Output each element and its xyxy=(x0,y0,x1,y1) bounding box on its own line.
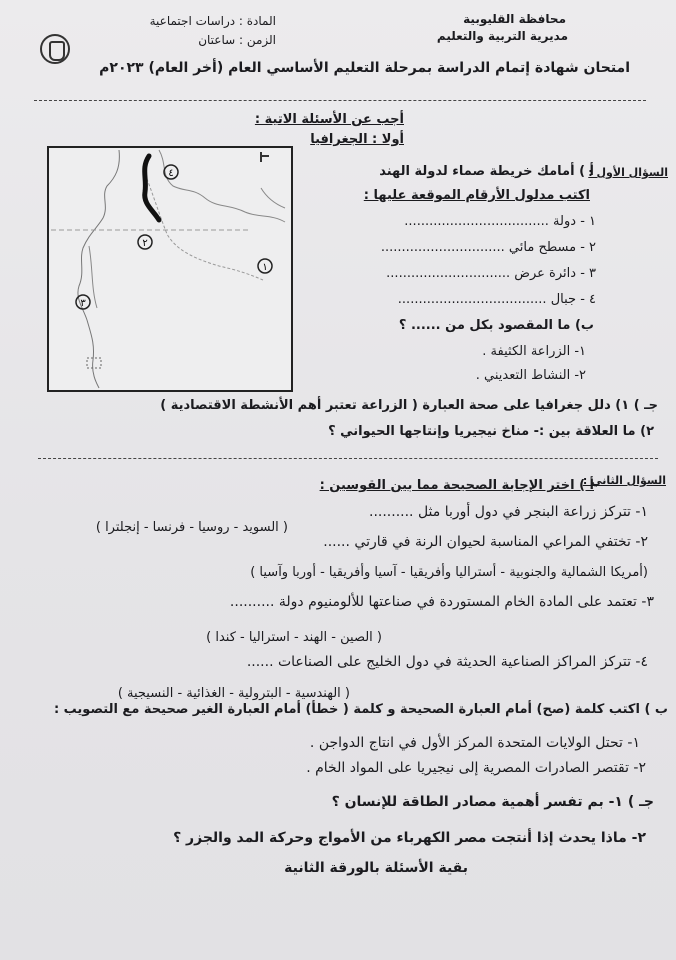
q1-item-3: ٣ - دائرة عرض .............................. xyxy=(386,266,596,281)
q2-item-2-options: (أمريكا الشمالية والجنوبية - أستراليا وأفريقيا - آسيا وأفريقيا - أوربا وآسيا ) xyxy=(250,565,648,580)
map-label-2: ٢ xyxy=(142,238,148,249)
india-blank-map xyxy=(47,146,293,392)
directorate: مديرية التربية والتعليم xyxy=(436,29,568,43)
map-label-3: ٣ xyxy=(80,298,86,309)
map-label-4: ٤ xyxy=(168,168,174,179)
q2-item-3-options: ( الصين - الهند - استراليا - كندا ) xyxy=(206,630,382,645)
header-divider xyxy=(34,100,646,101)
q1-part-c2: ٢) ما العلاقة بين :- مناخ نيجيريا وإنتاجها الحيواني ؟ xyxy=(328,424,654,439)
subject: المادة : دراسات اجتماعية xyxy=(149,14,276,28)
q1-label: السؤال الأول : xyxy=(588,166,668,179)
q1-item-4: ٤ - جبال .................................... xyxy=(397,292,596,307)
q1-item-2: ٢ - مسطح مائي .............................. xyxy=(380,240,596,255)
q2-item-4: ٤- تتركز المراكز الصناعية الحديثة في دول الخليج على الصناعات ...... xyxy=(246,654,648,670)
q2-item-4-options: ( الهندسية - البترولية - الغذائية - النسيجية ) xyxy=(117,686,350,701)
q2-item-1-options: ( السويد - روسيا - فرنسا - إنجلترا ) xyxy=(95,520,288,535)
q1-part-a: أ ) أمامك خريطة صماء لدولة الهند xyxy=(379,164,594,179)
map-outline xyxy=(49,148,291,390)
exam-time: الزمن : ساعتان xyxy=(198,33,276,47)
q1-part-b-item-1: ١- الزراعة الكثيفة . xyxy=(482,344,586,359)
q1-part-b-item-2: ٢- النشاط التعديني . xyxy=(475,368,586,383)
governorate: محافظة القليوبية xyxy=(463,12,566,26)
section-geography: أولا : الجغرافيا xyxy=(310,132,404,147)
q2-part-b-item-2: ٢- تقتصر الصادرات المصرية إلى نيجيريا على المواد الخام . xyxy=(306,760,646,776)
q1-part-a-task: اكتب مدلول الأرقام الموقعة عليها : xyxy=(363,188,590,203)
q2-part-b-item-1: ١- تحتل الولايات المتحدة المركز الأول في انتاج الدواجن . xyxy=(309,735,640,751)
q2-part-b: ب ) اكتب كلمة (صح) أمام العبارة الصحيحة و كلمة ( خطأ) أمام العبارة الغير صحيحة مع التصويب : xyxy=(53,702,668,717)
q2-part-c1: جـ ) ١- بم تفسر أهمية مصادر الطاقة للإنسان ؟ xyxy=(331,794,654,810)
footer-note: بقية الأسئلة بالورقة الثانية xyxy=(284,860,468,876)
exam-title: امتحان شهادة إتمام الدراسة بمرحلة التعليم الأساسي العام (أخر العام) ٢٠٢٣م xyxy=(99,60,630,76)
map-label-1: ١ xyxy=(262,262,268,273)
q2-item-2: ٢- تختفي المراعي المناسبة لحيوان الرنة في قارتي ...... xyxy=(323,534,648,550)
q2-part-c2: ٢- ماذا يحدث إذا أنتجت مصر الكهرباء من الأمواج وحركة المد والجزر ؟ xyxy=(173,830,646,846)
instruction: أجب عن الأسئلة الاتية : xyxy=(254,112,404,127)
q1-item-1: ١ - دولة ................................... xyxy=(404,214,596,229)
q2-item-3: ٣- تعتمد على المادة الخام المستوردة في صناعتها للألومنيوم دولة .......... xyxy=(229,594,654,610)
q2-label: السؤال الثاني : xyxy=(582,474,666,487)
q2-part-a: أ ) اختر الإجابة الصحيحة مما بين القوسين : xyxy=(319,478,594,493)
q2-item-1: ١- تتركز زراعة البنجر في دول أوربا مثل .......... xyxy=(369,504,648,520)
q1-part-b: ب) ما المقصود بكل من ...... ؟ xyxy=(398,318,594,333)
q1-part-c1: جـ ) ١) دلل جغرافيا على صحة العبارة ( الزراعة تعتبر أهم الأنشطة الاقتصادية ) xyxy=(160,398,658,413)
q1-divider xyxy=(38,458,658,459)
